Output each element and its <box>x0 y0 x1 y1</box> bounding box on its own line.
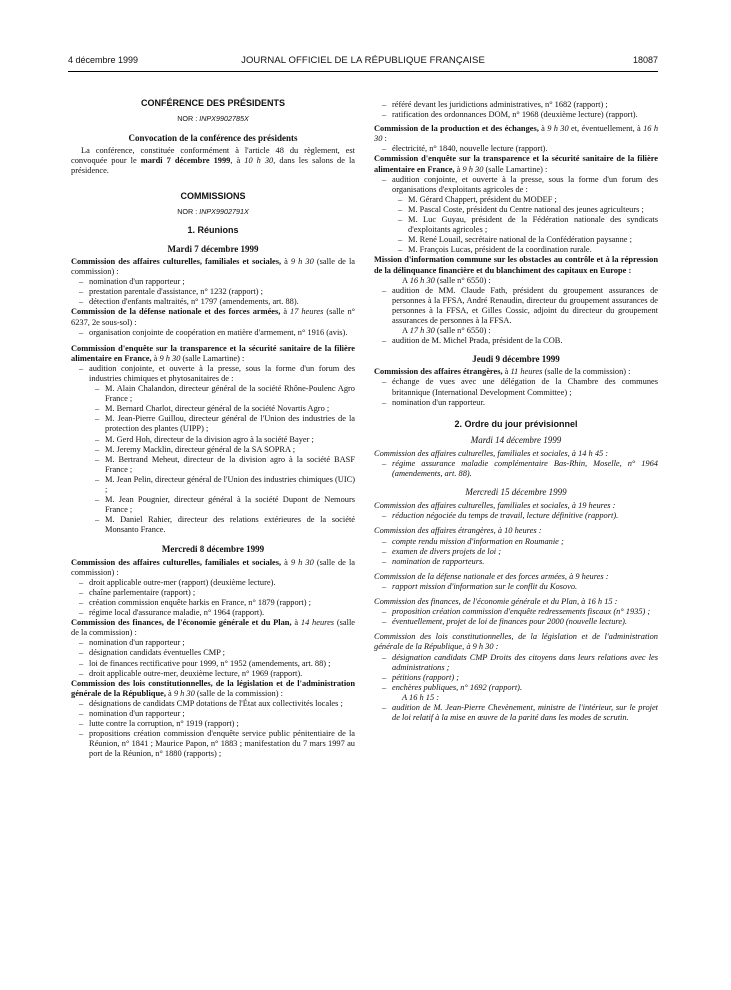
list-item: – désignations de candidats CMP dotations de l'État aux collectivités locales ; <box>79 699 355 709</box>
date-heading: Mardi 14 décembre 1999 <box>470 434 562 445</box>
commission-heading: Commission de la défense nationale et des forces armées, à 17 heures (salle n° 6237, 2e sous-sol) : <box>71 307 355 327</box>
participant-list <box>374 195 658 256</box>
commission-heading: Commission des affaires étrangères, à 11 heures (salle de la commission) : <box>374 367 631 377</box>
list-item: – M. Luc Guyau, président de la Fédération nationale des syndicats d'exploitants agricoles ; <box>398 215 658 235</box>
page-header <box>68 55 658 69</box>
list-item: – compte rendu mission d'information en Roumanie ; <box>382 537 658 547</box>
agenda-list <box>374 144 658 154</box>
header-date: 4 décembre 1999 <box>68 55 139 65</box>
list-item: – référé devant les juridictions administratives, n° 1682 (rapport) ; <box>382 100 658 110</box>
agenda-list <box>374 175 658 195</box>
list-item: – examen de divers projets de loi ; <box>382 547 658 557</box>
agenda-list <box>71 364 355 384</box>
list-item: – régime assurance maladie complémentaire Bas-Rhin, Moselle, n° 1964 (amendements, art. 88). <box>382 459 658 479</box>
agenda-list <box>374 377 658 407</box>
list-item: – nomination d'un rapporteur ; <box>79 638 355 648</box>
list-item: – enchères publiques, n° 1692 (rapport). <box>382 683 658 693</box>
journal-title: JOURNAL OFFICIEL DE LA RÉPUBLIQUE FRANÇAISE <box>241 55 485 66</box>
agenda-list <box>374 537 658 567</box>
list-item: – réduction négociée du temps de travail, lecture définitive (rapport). <box>382 511 658 521</box>
list-item: – M. Gerd Hoh, directeur de la division agro à la société Bayer ; <box>95 435 355 445</box>
left-column <box>71 98 355 759</box>
agenda-list <box>374 703 658 723</box>
section-title-commissions: COMMISSIONS <box>180 190 246 201</box>
commission-heading: Commission des lois constitutionnelles, de la législation et de l'administration générale de la République, à 9 h 30 (salle de la commission) : <box>71 678 355 698</box>
commission-heading: Commission d'enquête sur la transparence et la sécurité sanitaire de la filière alimentaire en France, à 9 h 30 (salle Lamartine) : <box>374 154 658 174</box>
list-item: – nomination de rapporteurs. <box>382 557 658 567</box>
list-item: – régime local d'assurance maladie, n° 1964 (rapport). <box>79 608 355 618</box>
list-item: – échange de vues avec une délégation de la Chambre des communes britannique (International Development Committee) ; <box>382 377 658 397</box>
commission-heading: Commission des affaires culturelles, familiales et sociales, à 19 heures : <box>374 501 616 511</box>
list-item: – désignation candidats CMP Droits des citoyens dans leurs relations avec les administrations ; <box>382 653 658 673</box>
list-item: – électricité, n° 1840, nouvelle lecture (rapport). <box>382 144 658 154</box>
right-column <box>374 100 658 723</box>
agenda-list <box>374 607 658 627</box>
list-item: – droit applicable outre-mer, deuxième lecture, n° 1969 (rapport). <box>79 669 355 679</box>
list-item: – nomination d'un rapporteur ; <box>79 277 355 287</box>
agenda-list <box>374 286 658 326</box>
commission-heading: Commission des affaires culturelles, familiales et sociales, à 9 h 30 (salle de la commission) : <box>71 557 355 577</box>
commission-heading: Commission des affaires étrangères, à 10 heures : <box>374 526 542 536</box>
commission-heading: Commission des affaires culturelles, familiales et sociales, à 14 h 45 : <box>374 448 609 458</box>
agenda-list <box>71 638 355 678</box>
list-item: – M. François Lucas, président de la coordination rurale. <box>398 245 658 255</box>
list-item: – audition de MM. Claude Fath, président du groupement assurances de personnes à la FFSA, André Renaudin, directeur du groupement assurances de personnes à la FFSA, et Gilles Cossic, adjoint du directeur du groupement assurances de personnes à la FFSA. <box>382 286 658 326</box>
time-slot: A 16 h 30 (salle n° 6550) : <box>402 275 491 285</box>
date-heading: Mardi 7 décembre 1999 <box>167 243 259 254</box>
list-item: – M. Daniel Rahier, directeur des relations extérieures de la société Monsanto France. <box>95 515 355 535</box>
nor-reference: NOR : INPX9902791X <box>177 206 249 216</box>
agenda-list <box>71 699 355 760</box>
date-heading: Mercredi 15 décembre 1999 <box>465 487 567 498</box>
time-slot: A 17 h 30 (salle n° 6550) : <box>402 326 491 336</box>
subsection-ordre-du-jour: 2. Ordre du jour prévisionnel <box>454 418 578 429</box>
list-item: – propositions création commission d'enquête service public pénitentiaire de la Réunion, n° 1841 ; Maurice Papon, n° 1883 ; manifestation du 7 mars 1997 au port de la Réunion, n° 1880 (rapports) ; <box>79 729 355 759</box>
list-item: – M. Jean Pougnier, directeur général à la société Dupont de Nemours France ; <box>95 495 355 515</box>
agenda-list <box>71 277 355 307</box>
agenda-list <box>374 100 658 120</box>
time-slot: A 16 h 15 : <box>402 692 440 702</box>
commission-heading: Commission des affaires culturelles, familiales et sociales, à 9 h 30 (salle de la commission) : <box>71 256 355 277</box>
list-item: – prestation parentale d'assistance, n° 1232 (rapport) ; <box>79 287 355 297</box>
list-item: – audition de M. Michel Prada, président de la COB. <box>382 336 658 346</box>
list-item: – pétitions (rapport) ; <box>382 673 658 683</box>
list-item: – droit applicable outre-mer (rapport) (deuxième lecture). <box>79 578 355 588</box>
list-item: – M. Jean Pelin, directeur général de l'Union des industries chimiques (UIC) ; <box>95 475 355 495</box>
list-item: – nomination d'un rapporteur ; <box>79 709 355 719</box>
commission-heading: Commission des finances, de l'économie générale et du Plan, à 14 heures (salle de la commission) : <box>71 618 355 638</box>
list-item: – lutte contre la corruption, n° 1919 (rapport) ; <box>79 719 355 729</box>
list-item: – chaîne parlementaire (rapport) ; <box>79 588 355 598</box>
date-heading: Mercredi 8 décembre 1999 <box>161 544 265 555</box>
header-rule <box>68 71 658 72</box>
list-item: – M. Bernard Charlot, directeur général de la société Novartis Agro ; <box>95 404 355 414</box>
commission-heading: Commission des lois constitutionnelles, de la législation et de l'administration générale de la République, à 9 h 30 : <box>374 632 658 652</box>
convocation-heading: Convocation de la conférence des présidents <box>128 133 298 144</box>
subsection-reunions: 1. Réunions <box>187 224 239 235</box>
list-item: – M. Alain Chalandon, directeur général de la société Rhône-Poulenc Agro France ; <box>95 384 355 404</box>
list-item: – loi de finances rectificative pour 1999, n° 1952 (amendements, art. 88) ; <box>79 659 355 669</box>
mission-heading: Mission d'information commune sur les obstacles au contrôle et à la répression de la délinquance financière et du blanchiment des capitaux en Europe : <box>374 255 658 275</box>
list-item: – M. Gérard Chappert, président du MODEF ; <box>398 195 658 205</box>
section-title-conference: CONFÉRENCE DES PRÉSIDENTS <box>140 98 286 108</box>
list-item: – nomination d'un rapporteur. <box>382 398 658 408</box>
commission-heading: Commission d'enquête sur la transparence et la sécurité sanitaire de la filière alimentaire en France, à 9 h 30 (salle Lamartine) : <box>71 343 355 363</box>
page-number: 18087 <box>632 55 658 65</box>
agenda-list <box>374 582 658 592</box>
commission-heading: Commission de la production et des échanges, à 9 h 30 et, éventuellement, à 16 h 30 : <box>374 124 659 144</box>
commission-heading: Commission de la défense nationale et des forces armées, à 9 heures : <box>374 571 609 581</box>
list-item: – rapport mission d'information sur le conflit du Kosovo. <box>382 582 658 592</box>
agenda-list <box>374 459 658 479</box>
convocation-text: La conférence, constituée conformément à l'article 48 du règlement, est convoquée pour le mardi 7 décembre 1999, à 10 h 30, dans les salons de la présidence. <box>71 146 356 176</box>
list-item: – détection d'enfants maltraités, n° 1797 (amendements, art. 88). <box>79 297 355 307</box>
list-item: – M. Jeremy Macklin, directeur général de la SA SOPRA ; <box>95 445 355 455</box>
agenda-list <box>374 511 658 521</box>
participant-list <box>71 384 355 535</box>
list-item: – création commission enquête harkis en France, n° 1879 (rapport) ; <box>79 598 355 608</box>
date-heading: Jeudi 9 décembre 1999 <box>472 354 560 365</box>
list-item: – proposition création commission d'enquête redressements fiscaux (n° 1935) ; <box>382 607 658 617</box>
list-item: – audition de M. Jean-Pierre Chevènement, ministre de l'intérieur, sur le projet de loi relatif à la mise en œuvre de la parité dans les modes de scrutin. <box>382 703 658 723</box>
list-item: – M. Jean-Pierre Guillou, directeur général de l'Union des industries de la protection des plantes (UIPP) ; <box>95 414 355 434</box>
nor-reference: NOR : INPX9902785X <box>177 114 249 124</box>
list-item: – audition conjointe, et ouverte à la presse, sous la forme d'un forum des organisations d'exploitants agricoles de : <box>382 175 658 195</box>
list-item: – ratification des ordonnances DOM, n° 1968 (deuxième lecture) (rapport). <box>382 110 658 120</box>
commission-heading: Commission des finances, de l'économie générale et du Plan, à 16 h 15 : <box>374 597 618 607</box>
agenda-list <box>71 328 355 338</box>
list-item: – audition conjointe, et ouverte à la presse, sous la forme d'un forum des industries chimiques et phytosanitaires de : <box>79 364 355 384</box>
list-item: – désignation candidats éventuelles CMP ; <box>79 648 355 658</box>
agenda-list <box>374 336 658 346</box>
list-item: – M. Pascal Coste, président du Centre national des jeunes agriculteurs ; <box>398 205 658 215</box>
agenda-list <box>71 578 355 618</box>
list-item: – organisation conjointe de coopération en matière d'armement, n° 1916 (avis). <box>79 328 355 338</box>
list-item: – M. René Louail, secrétaire national de la Confédération paysanne ; <box>398 235 658 245</box>
list-item: – éventuellement, projet de loi de finances pour 2000 (nouvelle lecture). <box>382 617 658 627</box>
list-item: – M. Bertrand Meheut, directeur de la division agro à la société BASF France ; <box>95 455 355 475</box>
agenda-list <box>374 653 658 693</box>
